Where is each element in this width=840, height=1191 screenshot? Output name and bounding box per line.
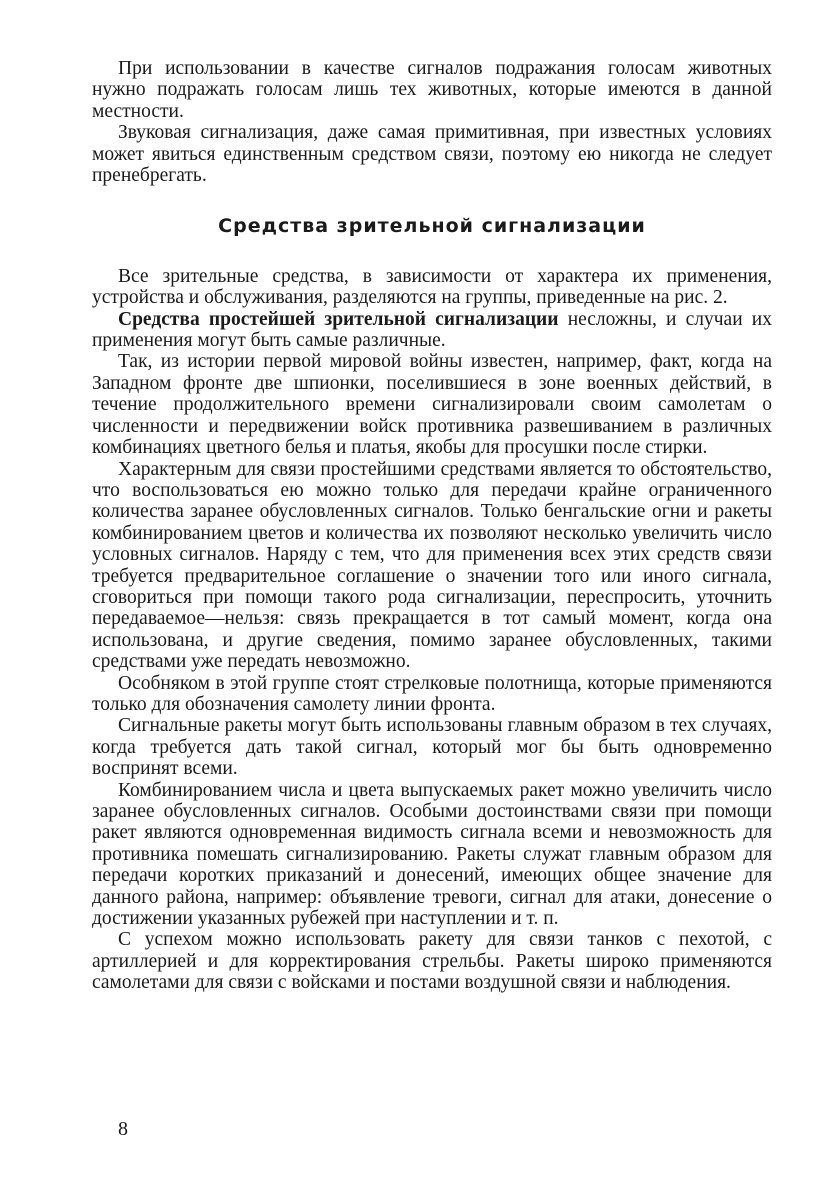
paragraph-imitation: При использовании в качестве сигналов подражания голосам животных нужно подражать голосам лишь тех животных, которые имеются в данной местности.: [92, 58, 772, 122]
paragraph-limited-signals: Характерным для связи простейшими средствами является то обстоятельство, что воспользоваться ею можно только для передачи крайне ограниченного количества заранее обусловленных сигналов. Только бенгальские огни и ракеты комбинированием цветов и количества их позволяют несколько увеличить число условных сигналов. Наряду с тем, что для применения всех этих средств связи требуется предварительное соглашение о значении того или иного сигнала, сговориться при помощи такого рода сигнализации, переспросить, уточнить передаваемое—нельзя: связь прекращается в тот самый момент, когда она использована, и другие сведения, помимо заранее обусловленных, такими средствами уже передать невозможно.: [92, 458, 772, 673]
paragraph-rocket-combinations: Комбинированием числа и цвета выпускаемых ракет можно увеличить число заранее обусловленных сигналов. Особыми достоинствами связи при помощи ракет являются одновременная видимость сигнала всеми и невозможность для противника помешать сигнализированию. Ракеты служат главным образом для передачи коротких приказаний и донесений, имеющих общее значение для данного района, например: объявление тревоги, сигнал для атаки, донесение о достижении указанных рубежей при наступлении и т. п.: [92, 779, 772, 930]
paragraph-lead-bold: Средства простейшей зрительной сигнализации: [118, 308, 559, 330]
paragraph-visual-intro: Все зрительные средства, в зависимости от характера их применения, устройства и обслуживания, разделяются на группы, приведенные на рис. 2.: [92, 265, 772, 309]
paragraph-lead-rest: несложны, и случаи их применения могут быть самые различные.: [92, 308, 772, 352]
paragraph-history-example: Так, из истории первой мировой войны известен, например, факт, когда на Западном фронте две шпионки, поселившиеся в зоне военных действий, в течение продолжительного времени сигнализировали своим самолетам о численности и передвижении войск противника развешиванием в различных комбинациях цветного белья и платья, якобы для просушки после стирки.: [92, 351, 772, 459]
section-heading: Средства зрительной сигнализации: [218, 215, 646, 238]
paragraph-rifle-panels: Особняком в этой группе стоят стрелковые полотнища, которые применяются только для обозначения самолету линии фронта.: [92, 672, 772, 715]
page-body: [92, 58, 772, 994]
paragraph-signal-rockets: Сигнальные ракеты могут быть использованы главным образом в тех случаях, когда требуется дать такой сигнал, который мог бы быть одновременно воспринят всеми.: [92, 715, 772, 780]
paragraph-sound-signaling: Звуковая сигнализация, даже самая примитивная, при известных условиях может явиться единственным средством связи, поэтому ею никогда не следует пренебрегать.: [92, 122, 772, 187]
page-number: 8: [118, 1118, 128, 1140]
paragraph-simple-means: [92, 309, 772, 352]
paragraph-rocket-tanks: С успехом можно использовать ракету для связи танков с пехотой, с артиллерией и для корректирования стрельбы. Ракеты широко применяются самолетами для связи с войсками и постами воздушной связи и наблюдения.: [92, 929, 772, 994]
